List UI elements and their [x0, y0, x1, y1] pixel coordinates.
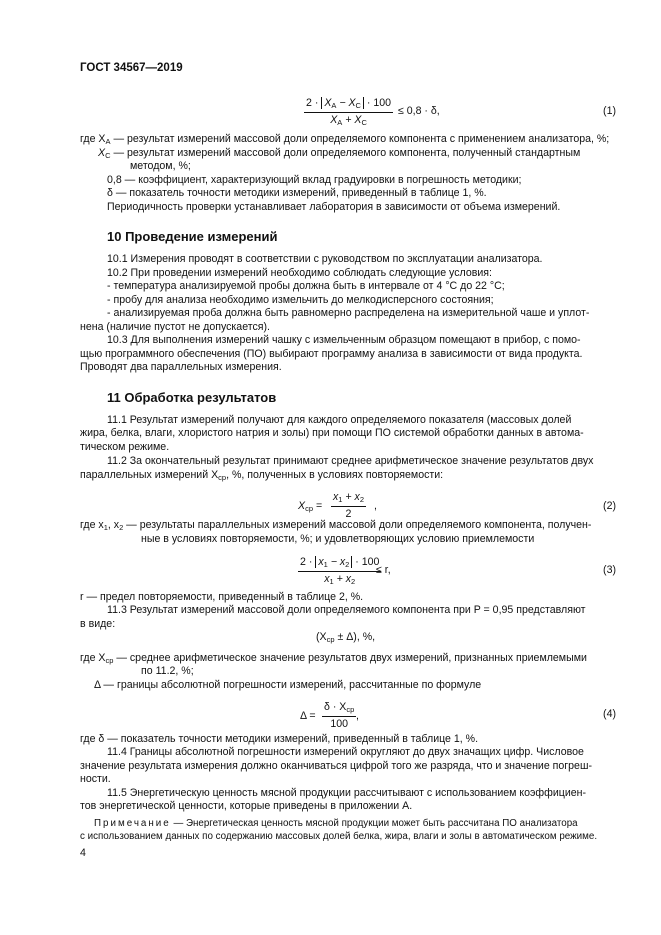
formula-3-rhs: ≤ r, — [376, 564, 391, 576]
def-xc-cont: методом, %; — [130, 160, 191, 172]
paragraph-periodicity: Периодичность проверки устанавливает лаборатория в зависимости от объема измерений. — [107, 201, 561, 213]
def-delta-2: где δ — показатель точности методики измерений, приведенный в таблице 1, %. — [80, 733, 479, 745]
para-10-3: 10.3 Для выполнения измерений чашку с измельченным образцом помещают в прибор, с помо- — [107, 334, 581, 346]
note-cont: с использованием данных по содержанию массовых долей белка, жира, влаги и золы в автоматическом режиме. — [80, 831, 598, 842]
formula-4-lhs: Δ = — [300, 710, 316, 722]
condition-distribution-cont: нена (наличие пустот не допускается). — [80, 321, 270, 333]
formula-1-rhs: ≤ 0,8 · δ, — [398, 105, 440, 117]
formula-1-fraction: $\frac{2 \cdot X_A - X_C \cdot 100}{X_A + X_C}$ — [306, 97, 392, 127]
para-11-4-end: ности. — [80, 773, 111, 785]
note: Примечание — Энергетическая ценность мясной продукции может быть рассчитана ПО анализатора — [94, 818, 578, 829]
para-11-2-cont: параллельных измерений $X_{ср}$, %, полученных в условиях повторяемости: — [80, 469, 444, 482]
para-11-3-cont: в виде: — [80, 618, 116, 630]
formula-3-number: (3) — [603, 564, 616, 576]
para-11-1-end: тическом режиме. — [80, 441, 170, 453]
def-x1-x2: где $x_1$, $x_2$ — результаты параллельных измерений массовой доли определяемого компонента, получен- — [80, 519, 592, 532]
formula-2-lhs: $X_{ср}$ = — [298, 500, 323, 513]
def-xcp-cont: по 11.2, %; — [141, 665, 194, 677]
para-10-1: 10.1 Измерения проводят в соответствии с руководством по эксплуатации анализатора. — [107, 253, 543, 265]
def-xa: где $X_A$ — результат измерений массовой доли определяемого компонента с применением анализатора, %; — [80, 133, 610, 146]
formula-3-fraction: $\frac{2 \cdot x_1 - x_2 \cdot 100}{x_1 + x_2}$ — [300, 556, 380, 586]
def-x1-x2-cont: ные в условиях повторяемости, %; и удовлетворяющих условию приемлемости — [141, 533, 535, 545]
para-11-5-cont: тов энергетической ценности, которые приведены в приложении А. — [80, 800, 413, 812]
formula-1-number: (1) — [603, 105, 616, 117]
def-r: r — предел повторяемости, приведенный в таблице 2, %. — [80, 591, 364, 603]
para-11-1-cont: жира, белка, влаги, хлористого натрия и золы) при помощи ПО системой обработки данных в автома- — [80, 427, 584, 439]
para-11-2: 11.2 За окончательный результат принимают среднее арифметическое значение результатов двух — [107, 455, 594, 467]
formula-4-number: (4) — [603, 708, 616, 720]
formula-result-form: $(X_{ср} \pm \Delta)$, %, — [316, 631, 376, 644]
condition-distribution: - анализируемая проба должна быть равномерно распределена на измерительной чаше и уплот- — [107, 307, 590, 319]
formula-2-number: (2) — [603, 500, 616, 512]
para-11-5: 11.5 Энергетическую ценность мясной продукции рассчитывают с использованием коэффициен- — [107, 787, 587, 799]
formula-2-comma: , — [374, 500, 377, 512]
def-coef: 0,8 — коэффициент, характеризующий вклад градуировки в погрешность методики; — [107, 174, 522, 186]
formula-4-comma: , — [356, 710, 359, 722]
note-label: Примечание — [94, 818, 171, 829]
condition-temperature: - температура анализируемой пробы должна быть в интервале от 4 °С до 22 °С; — [107, 280, 505, 292]
document-header: ГОСТ 34567—2019 — [80, 62, 183, 74]
def-xc: $X_C$ — результат измерений массовой доли определяемого компонента, полученный стандартным — [98, 147, 581, 160]
def-delta: δ — показатель точности методики измерений, приведенный в таблице 1, %. — [107, 187, 487, 199]
para-11-3: 11.3 Результат измерений массовой доли определяемого компонента при P = 0,95 представляют — [107, 604, 586, 616]
condition-grinding: - пробу для анализа необходимо измельчить до мелкодисперсного состояния; — [107, 294, 494, 306]
formula-2-fraction: $\frac{x_1 + x_2}{2}$ — [333, 491, 365, 520]
section-11-title: 11 Обработка результатов — [107, 390, 277, 405]
def-xcp: где $X_{ср}$ — среднее арифметическое значение результатов двух измерений, признанных приемлемыми — [80, 652, 587, 665]
para-11-1: 11.1 Результат измерений получают для каждого определяемого показателя (массовых долей — [107, 414, 572, 426]
para-11-4: 11.4 Границы абсолютной погрешности измерений округляют до двух значащих цифр. Числовое — [107, 746, 584, 758]
para-10-3-cont: щью программного обеспечения (ПО) выбирают программу анализа в зависимости от вида продукта. — [80, 348, 583, 360]
def-delta-abs: Δ — границы абсолютной погрешности измерений, рассчитанные по формуле — [94, 679, 482, 691]
section-10-title: 10 Проведение измерений — [107, 229, 278, 244]
para-11-4-cont: значение результата измерения должно оканчиваться цифрой того же разряда, что и значение погреш- — [80, 760, 592, 772]
para-10-2: 10.2 При проведении измерений необходимо соблюдать следующие условия: — [107, 267, 492, 279]
page-number: 4 — [80, 847, 86, 859]
formula-4-fraction: $\delta \cdot X_{ср}$ 100 — [324, 701, 355, 730]
para-10-3-end: Проводят два параллельных измерения. — [80, 361, 282, 373]
